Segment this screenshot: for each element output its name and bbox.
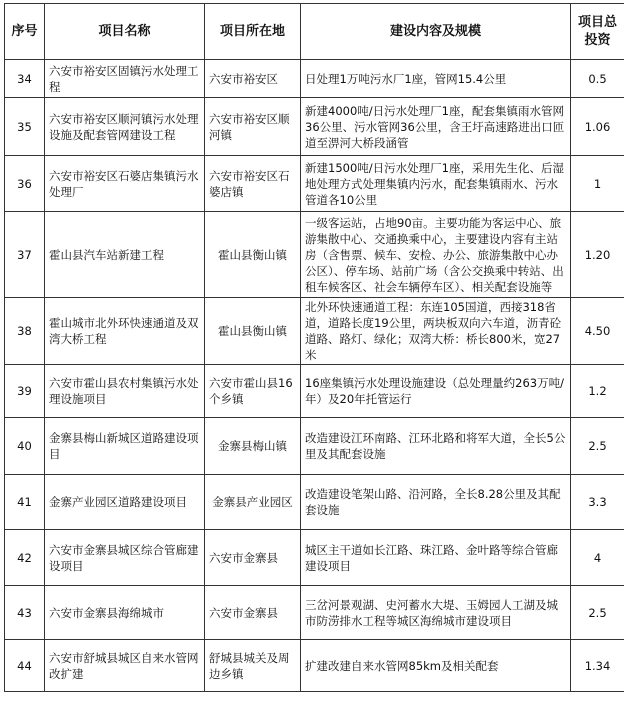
- table-row: [5, 530, 625, 586]
- row-location: 六安市金寨县: [205, 530, 301, 586]
- row-no: 39: [5, 365, 45, 418]
- project-table: [4, 3, 625, 692]
- header-investment: 项目总投资: [571, 4, 625, 60]
- row-no: 44: [5, 640, 45, 692]
- row-scope: 城区主干道如长江路、珠江路、金叶路等综合管廊建设项目: [301, 530, 571, 586]
- row-no: 40: [5, 418, 45, 475]
- row-name: 霍山县汽车站新建工程: [45, 212, 205, 298]
- row-name: 六安市舒城县城区自来水管网改扩建: [45, 640, 205, 692]
- row-location: 金寨县梅山镇: [205, 418, 301, 475]
- row-no: 34: [5, 60, 45, 98]
- table-row: [5, 60, 625, 98]
- row-location: 霍山县衡山镇: [205, 298, 301, 365]
- table-row: [5, 586, 625, 640]
- row-scope: 新建4000吨/日污水处理厂1座，配套集镇雨水管网36公里、污水管网36公里，含王圩高速路进出口匝道至淠河大桥段涵管: [301, 98, 571, 156]
- header-location: 项目所在地: [205, 4, 301, 60]
- row-scope: 日处理1万吨污水厂1座，管网15.4公里: [301, 60, 571, 98]
- row-no: 35: [5, 98, 45, 156]
- row-location: 六安市霍山县16个乡镇: [205, 365, 301, 418]
- row-investment: 2.5: [571, 586, 625, 640]
- row-location: 六安市金寨县: [205, 586, 301, 640]
- row-name: 六安市裕安区石婆店集镇污水处理厂: [45, 156, 205, 212]
- row-scope: 16座集镇污水处理设施建设（总处理量约263万吨/年）及20年托管运行: [301, 365, 571, 418]
- table-row: [5, 640, 625, 692]
- row-name: 六安市裕安区固镇污水处理工程: [45, 60, 205, 98]
- row-scope: 北外环快速通道工程：东连105国道，西接318省道，道路长度19公里，两块板双向六车道，沥青砼道路、路灯、绿化；双湾大桥：桥长800米，宽27米: [301, 298, 571, 365]
- row-scope: 三岔河景观湖、史河蓄水大堤、玉姆园人工湖及城市防涝排水工程等城区海绵城市建设项目: [301, 586, 571, 640]
- row-location: 金寨县产业园区: [205, 475, 301, 530]
- row-name: 金寨县梅山新城区道路建设项目: [45, 418, 205, 475]
- row-scope: 改造建设江环南路、江环北路和将军大道，全长5公里及其配套设施: [301, 418, 571, 475]
- table-row: [5, 212, 625, 298]
- table-row: [5, 298, 625, 365]
- page-margin: [624, 0, 633, 702]
- row-investment: 0.5: [571, 60, 625, 98]
- row-investment: 1.20: [571, 212, 625, 298]
- table-row: [5, 418, 625, 475]
- row-no: 38: [5, 298, 45, 365]
- row-no: 37: [5, 212, 45, 298]
- row-name: 六安市金寨县城区综合管廊建设项目: [45, 530, 205, 586]
- table-row: [5, 98, 625, 156]
- row-investment: 4: [571, 530, 625, 586]
- row-investment: 3.3: [571, 475, 625, 530]
- row-location: 六安市裕安区: [205, 60, 301, 98]
- row-investment: 1.34: [571, 640, 625, 692]
- row-investment: 1.06: [571, 98, 625, 156]
- row-no: 43: [5, 586, 45, 640]
- row-investment: 2.5: [571, 418, 625, 475]
- header-no: 序号: [5, 4, 45, 60]
- row-name: 霍山城市北外环快速通道及双湾大桥工程: [45, 298, 205, 365]
- row-location: 六安市裕安区顺河镇: [205, 98, 301, 156]
- row-scope: 一级客运站，占地90亩。主要功能为客运中心、旅游集散中心、交通换乘中心，主要建设内容有主站房（含售票、候车、安检、办公、旅游集散中心办公区）、停车场、站前广场（含公交换乘中转站、出租车候客区、社会车辆停车区）、相关配套设施等: [301, 212, 571, 298]
- row-scope: 新建1500吨/日污水处理厂1座，采用先生化、后湿地处理方式处理集镇内污水，配套集镇雨水、污水管道各10公里: [301, 156, 571, 212]
- table-row: [5, 365, 625, 418]
- row-investment: 1: [571, 156, 625, 212]
- row-scope: 扩建改建自来水管网85km及相关配套: [301, 640, 571, 692]
- header-scope: 建设内容及规模: [301, 4, 571, 60]
- row-investment: 4.50: [571, 298, 625, 365]
- row-location: 舒城县城关及周边乡镇: [205, 640, 301, 692]
- row-no: 41: [5, 475, 45, 530]
- row-no: 36: [5, 156, 45, 212]
- header-name: 项目名称: [45, 4, 205, 60]
- header-row: [5, 4, 625, 60]
- table-row: [5, 475, 625, 530]
- row-name: 金寨产业园区道路建设项目: [45, 475, 205, 530]
- row-name: 六安市裕安区顺河镇污水处理设施及配套管网建设工程: [45, 98, 205, 156]
- row-scope: 改造建设笔架山路、沿河路，全长8.28公里及其配套设施: [301, 475, 571, 530]
- row-location: 霍山县衡山镇: [205, 212, 301, 298]
- table-row: [5, 156, 625, 212]
- row-name: 六安市霍山县农村集镇污水处理设施项目: [45, 365, 205, 418]
- row-investment: 1.2: [571, 365, 625, 418]
- row-location: 六安市裕安区石婆店镇: [205, 156, 301, 212]
- row-name: 六安市金寨县海绵城市: [45, 586, 205, 640]
- row-no: 42: [5, 530, 45, 586]
